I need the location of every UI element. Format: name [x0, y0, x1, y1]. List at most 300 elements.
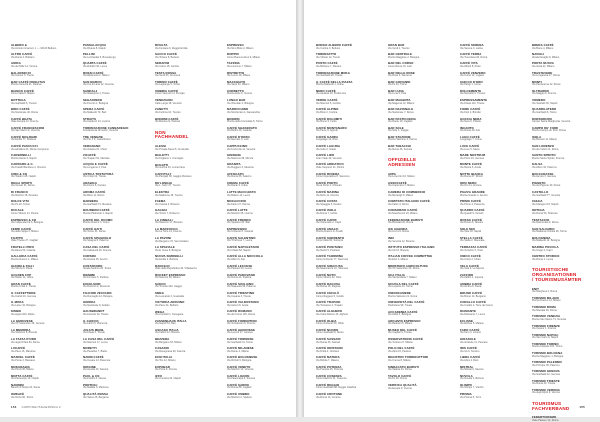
directory-entry — [83, 356, 143, 362]
directory-entry — [83, 99, 143, 105]
entry-address: Via Veneto 31, Roma — [11, 184, 35, 188]
entry-name: COMITATO ITALIANO CAFFÈ — [388, 199, 430, 204]
entry-name: ALBERO & — [11, 43, 27, 47]
entry-address: Via Crispi 22, Trieste — [83, 175, 107, 179]
entry-name: BRERA CAFFÈ — [532, 43, 554, 47]
entry-name: CAFFÈ ROMANO — [227, 309, 252, 314]
entry-address: Via Dante 19, Cagliari — [388, 120, 413, 123]
entry-name: CAFFÈ ORISTANO — [316, 346, 343, 351]
running-head: CUPPING/ITALIENISCH 2 — [21, 405, 61, 409]
entry-name: CAFFÈ GENOVESE — [227, 327, 256, 332]
directory-entry — [532, 182, 592, 188]
entry-address: Via Puccini 1, Bologna — [83, 101, 108, 105]
entry-address: Via Venezia 12, Brescia — [388, 239, 415, 243]
entry-address: Via Spiaggia 3, Pesaro — [316, 202, 342, 206]
entry-address: Via Roma 18, Ragusa — [316, 285, 341, 289]
entry-address: Via Sforza 9, Pavia — [11, 267, 33, 270]
entry-name: CAFFÈ FREDDO — [227, 217, 251, 222]
entry-address: Via dei Mille 14, Verona — [11, 64, 38, 68]
directory-entry — [11, 127, 71, 133]
entry-address: Corso Umberto 50, Olbia — [316, 322, 344, 326]
directory-entry — [316, 154, 376, 160]
entry-address: Via Verdi 33, Cremona — [155, 74, 181, 78]
directory-entry — [83, 200, 143, 206]
entry-address: Via Mascheroni 19, Milano — [388, 211, 418, 215]
entry-address: Via Mercato 3, Lodi — [227, 138, 249, 142]
right-footer — [579, 405, 589, 409]
entry-address: Via Luccoli 17, Genova — [227, 331, 253, 335]
entry-address: Via Unica 3, Chieti — [460, 257, 481, 261]
entry-name: JULIUS MEINL — [83, 327, 105, 332]
entry-address: Via Gorizia 33, Lumezzane — [155, 166, 185, 169]
entry-name: WEGA — [155, 309, 165, 314]
directory-entry — [388, 237, 448, 243]
entry-address: Piazza Santo Spirito, Firenze — [532, 156, 565, 160]
directory-entry — [227, 154, 287, 160]
entry-address: Via Garibaldi 77, Venezia — [532, 193, 561, 197]
entry-address: Via Bruno 14, Bergamo — [460, 294, 486, 298]
entry-address: Via Manin 11, Udine — [11, 276, 34, 280]
section-heading-line: TOURISTISCHE — [532, 267, 569, 273]
entry-address: Via Quadri 9, Vercelli — [460, 211, 484, 215]
directory-entry — [227, 237, 287, 243]
directory-entry — [532, 99, 592, 105]
entry-name: CAFFÈ SPAGNOLO — [83, 235, 112, 240]
section-heading-line: NON — [155, 129, 166, 135]
directory-entry — [316, 274, 376, 280]
entry-name: LUCE CAFFÈ — [460, 144, 480, 149]
entry-name: QUADRO CAFFÈ — [460, 208, 485, 213]
entry-address: Via Roma 45, Ferrara — [388, 147, 412, 151]
entry-address: Via Tornabuoni 5, Firenze — [227, 322, 256, 326]
entry-address: Via Torrearsa 4, Trapani — [316, 303, 343, 307]
directory-entry — [11, 44, 71, 50]
directory-entry — [155, 62, 215, 68]
directory-entry — [11, 255, 71, 261]
entry-name: OLTRARNO — [532, 88, 549, 93]
directory-entry — [83, 44, 143, 50]
entry-name: LATTE MACCHIATO — [227, 190, 256, 194]
entry-name: MARE NOSTRUM — [460, 153, 486, 158]
entry-address: Via Panigali 38, Gaggio Montano — [155, 175, 192, 179]
entry-address: Via Principe 35, Palermo — [532, 363, 560, 367]
entry-name: ASSOCAFFÈ — [388, 180, 407, 185]
directory-entry — [316, 53, 376, 59]
entry-name: UNIONCAMERE — [388, 291, 411, 296]
entry-name: TAZZINA — [227, 61, 240, 66]
entry-name: CAFFÈ TRAPANI — [316, 300, 341, 305]
directory-entry — [460, 127, 520, 133]
entry-name: ESPRESSO — [227, 43, 244, 47]
entry-name: GINSENG — [227, 153, 242, 158]
entry-name: BOCCADASSE — [532, 171, 554, 176]
entry-name: VERDE CAFFÈ — [316, 98, 338, 103]
entry-name: ROSSO CAFFÈ — [460, 217, 482, 222]
directory-entry — [460, 375, 520, 381]
directory-entry — [316, 209, 376, 215]
directory-entry — [83, 173, 143, 179]
entry-address: Via Marmorata 9, Roma — [532, 221, 559, 225]
entry-address: Via Matteotti 70, Bari — [83, 110, 107, 114]
left-column-3 — [155, 44, 215, 395]
entry-name: ESPRESSAMENTE — [460, 98, 488, 103]
entry-address: Via Partenope 10, Napoli — [11, 377, 39, 381]
entry-address: Via Fiume 5, Ferrara — [83, 184, 106, 188]
entry-address: Via Carlo Alberto 15, Alghero — [316, 312, 349, 316]
entry-address: Corso Italia 8, Milano — [11, 92, 35, 96]
directory-entry — [227, 127, 287, 133]
entry-name: MUSEO DEL CAFFÈ — [388, 327, 418, 332]
entry-address: Via Nazionale 7, Roma — [388, 110, 414, 114]
directory-entry — [388, 108, 448, 114]
directory-entry — [532, 389, 592, 395]
entry-address: Via Lungarno 3, Pisa — [83, 165, 107, 169]
entry-name: TORINO CAFFÈ — [155, 79, 178, 84]
entry-address: Calle Larga 18, Venezia — [155, 101, 182, 105]
entry-name: MONTE CAFFÈ — [460, 162, 482, 167]
directory-entry — [83, 118, 143, 124]
directory-entry — [83, 347, 143, 353]
directory-entry — [11, 182, 71, 188]
entry-address: Via E. Duse 8, Bologna — [155, 248, 181, 252]
entry-name: FEDERTURISMO — [532, 415, 557, 420]
entry-address: Via Lepanto 11, Torino — [388, 285, 413, 289]
entry-name: FERRI CAFFÈ — [11, 226, 32, 231]
entry-name: ESPRESSINO — [227, 226, 247, 231]
directory-entry — [460, 173, 520, 179]
entry-address: Via degli Orfani 84, Roma — [11, 340, 40, 344]
entry-address: Via Salaria 44, Roma — [388, 368, 412, 372]
entry-name: TURISMO TRIESTE — [532, 378, 560, 383]
directory-entry — [316, 356, 376, 362]
directory-entry — [155, 255, 215, 261]
entry-name: TURISMO ROMA — [532, 305, 557, 310]
directory-entry — [460, 347, 520, 353]
directory-entry — [316, 292, 376, 298]
entry-address: Via Ripamonti 2, Milano — [83, 74, 110, 78]
directory-entry — [460, 163, 520, 169]
entry-address: Via Cumana 44, Napoli — [155, 377, 181, 381]
directory-entry — [227, 347, 287, 353]
entry-name: DORSODURO — [532, 116, 553, 121]
entry-address: Via Dante 9, Udine — [227, 184, 248, 188]
entry-name: VELA CAFFÈ — [460, 263, 480, 268]
entry-name: EXPOBAR — [155, 364, 170, 369]
directory-entry — [316, 118, 376, 124]
entry-address: Via Serena 3, Latina — [460, 46, 483, 50]
entry-address: Campo Santa Margherita, Venezia — [532, 120, 571, 123]
entry-name: CAFFÈ SARDO — [227, 382, 249, 387]
entry-address: Via Garibaldi 6, Torino — [532, 110, 557, 114]
entry-name: LA SPAZIALE — [155, 245, 175, 250]
directory-entry — [11, 310, 71, 316]
entry-address: Via Como 12, Lugano — [460, 74, 485, 78]
entry-name: FIORE CAFFÈ — [460, 107, 481, 112]
directory-entry — [155, 228, 215, 234]
entry-name: CAFFÈ POSITANO — [316, 245, 343, 250]
directory-entry — [83, 320, 143, 326]
entry-address: Via Bolzano 7, Merano — [316, 64, 342, 68]
entry-name: SCUOLA DEL CAFFÈ — [388, 281, 419, 286]
entry-name: OMKAFÈ — [11, 392, 25, 397]
directory-entry — [11, 292, 71, 298]
directory-entry — [532, 81, 592, 87]
entry-address: Via Cagliari 6, Trieste — [388, 331, 412, 335]
entry-address: Via Fabio 4, Roma — [388, 202, 409, 206]
entry-address: Via Emilia 77, Modena — [11, 138, 36, 142]
entry-name: NUVOLA — [460, 373, 473, 378]
directory-entry — [227, 209, 287, 215]
directory-entry — [155, 209, 215, 215]
entry-address: Via Aurora 3, Genova — [532, 175, 556, 179]
left-column-4 — [227, 43, 287, 399]
entry-name: ZASSENHAUS ITALIA — [155, 318, 187, 323]
entry-name: KIMBO — [11, 309, 22, 314]
entry-address: Corso Ruggero 6, Cefalù — [316, 294, 344, 298]
entry-address: Banchi di Sopra 24, Siena — [11, 386, 40, 390]
entry-address: Via Ambra 8, Pavia — [460, 285, 482, 289]
entry-address: Via Mulini 5, Positano — [316, 248, 340, 252]
entry-name: ARCHIVIO ESPRESSO — [388, 318, 421, 323]
entry-address: Via Girasole 11, Pescara — [460, 340, 488, 344]
entry-address: Via Roma 33, Sassari — [316, 340, 341, 344]
entry-address: Piazza Campo de' Fiori, Roma — [532, 129, 566, 133]
entry-name: CORSINI — [83, 254, 96, 259]
directory-entry — [83, 136, 143, 142]
entry-address: Via degli Alpini 9, Verona — [532, 391, 560, 395]
entry-name: ROCKET ESPRESSO — [155, 272, 186, 277]
entry-address: Via Bergamo 63, Milano — [155, 340, 182, 344]
entry-name: CAFFÈ VITA — [460, 61, 478, 66]
directory-entry — [460, 255, 520, 261]
entry-name: HAUSBRANDT — [83, 309, 105, 314]
directory-entry — [316, 347, 376, 353]
entry-address: Via Camerelle 2, Capri — [316, 221, 342, 225]
directory-entry — [227, 320, 287, 326]
directory-entry — [227, 99, 287, 105]
directory-entry — [532, 228, 592, 234]
entry-address: Via Indipendenza 6, Bologna — [11, 221, 43, 225]
directory-entry — [11, 136, 71, 142]
entry-address: Via Zaffiro 1, Imperia — [460, 276, 484, 280]
directory-entry — [532, 191, 592, 197]
entry-address: Via Maqueda 99, Palermo — [227, 285, 256, 289]
directory-entry — [155, 329, 215, 335]
directory-entry — [155, 90, 215, 96]
directory-entry — [227, 228, 287, 234]
directory-entry — [532, 173, 592, 179]
entry-address: Via Trapani 52, Marsala — [83, 156, 110, 160]
directory-entry — [388, 329, 448, 335]
entry-name: SACCO CAFFÈ — [155, 52, 177, 57]
entry-address: Via Chiaia 52, Napoli — [227, 248, 251, 252]
entry-address: Via Ezio 3, Milano — [388, 257, 408, 261]
directory-entry — [460, 145, 520, 151]
directory-entry — [11, 274, 71, 280]
entry-name: VERGNANO — [83, 144, 101, 149]
entry-address: Via dei Volsci 21, Roma — [532, 147, 559, 151]
entry-address: Piazza Duomo 3, Como — [83, 221, 110, 225]
entry-name: CAFFÈ TERRA — [460, 52, 482, 57]
entry-name: LA CIMBALI — [155, 217, 173, 222]
entry-address: Via Fogliano 1, Coccaglio — [155, 156, 184, 160]
directory-entry — [227, 393, 287, 399]
directory-entry — [388, 338, 448, 344]
entry-address: Via Foscolo 20, Trieste — [83, 312, 109, 316]
directory-entry — [11, 265, 71, 271]
entry-name: CAFFÈ COSENZA — [316, 373, 342, 378]
directory-entry — [316, 338, 376, 344]
entry-name: LA GENOVESE — [11, 318, 33, 323]
entry-name: ECM ITALIA — [155, 355, 173, 360]
entry-name: BEZZERA — [155, 337, 170, 342]
entry-address: Via La Torre 14, Firenze — [155, 230, 182, 234]
directory-entry — [83, 329, 143, 335]
entry-address: Via Casina 4, Binasco — [155, 202, 180, 206]
directory-entry — [11, 90, 71, 96]
entry-address: Via della Spiga 3, Milano — [11, 230, 39, 234]
directory-entry — [11, 366, 71, 372]
entry-name: RISTRETTO — [227, 70, 245, 75]
entry-address: Via Carso 15, Gorizia — [155, 64, 179, 68]
entry-address: Via Spagna 8, Palermo — [83, 239, 109, 243]
entry-name: TESTA ROSSA — [155, 70, 177, 75]
entry-name: TERRAZZA CAFFÈ — [460, 245, 488, 250]
entry-address: Gran Viale 40, Venezia — [316, 156, 342, 160]
entry-name: IL CAFFÈ DELLA PIAZZA — [316, 79, 353, 84]
directory-entry — [11, 118, 71, 124]
entry-address: Via Porta 9, Firenze — [155, 368, 178, 372]
entry-name: NERO CAFFÈ — [316, 88, 336, 93]
entry-name: CAFFÈ PASCUCCI — [11, 144, 38, 149]
entry-name: SEGAFREDO — [83, 98, 103, 103]
directory-entry — [11, 72, 71, 78]
entry-address: Via Oro 11, Ancona — [460, 184, 482, 188]
directory-entry — [11, 283, 71, 289]
entry-name: DOLCE VITA — [11, 199, 30, 204]
entry-name: CARRARO & C. — [11, 162, 34, 167]
directory-entry — [316, 127, 376, 133]
entry-address: Piazza Duomo 14, Milano — [532, 299, 561, 303]
directory-entry — [227, 163, 287, 169]
directory-entry — [460, 265, 520, 271]
entry-address: Corso Mazzini 41, Cosenza — [316, 377, 347, 381]
left-footer — [11, 405, 61, 409]
entry-name: CAFFÈ POTENZA — [316, 364, 342, 369]
entry-name: CAFFÈ OLBIA — [316, 318, 337, 323]
directory-entry — [155, 366, 215, 372]
entry-name: SINDACATO BARISTI — [388, 364, 419, 369]
entry-name: MANUEL CAFFÈ — [11, 355, 35, 360]
directory-entry — [532, 255, 592, 261]
directory-entry — [155, 164, 215, 170]
section-heading-line: / TOURISMUSÄMTER — [532, 276, 582, 282]
entry-name: BAR DELLE ROSE — [388, 70, 415, 75]
entry-address: Via Isola 3, Grado — [316, 147, 336, 151]
directory-entry — [532, 297, 592, 303]
directory-entry — [532, 62, 592, 68]
entry-name: BAR NAZIONALE — [388, 107, 414, 112]
directory-entry — [11, 53, 71, 59]
directory-entry — [388, 145, 448, 151]
entry-address: Via San Carlo 9, Napoli — [532, 336, 558, 340]
directory-entry — [316, 191, 376, 197]
entry-name: OLIMPO — [460, 382, 473, 387]
directory-entry — [83, 375, 143, 381]
directory-entry — [460, 154, 520, 160]
entry-address: Corso Vittorio 14, Parma — [11, 211, 39, 215]
entry-name: ISOLA — [532, 134, 542, 139]
entry-address: Via Alfieri 3, Asti — [227, 257, 245, 261]
directory-entry — [83, 108, 143, 114]
entry-name: CAFFÈ CEFALÙ — [316, 291, 340, 296]
entry-address: Via Col di Lana 12, Venezia — [83, 83, 114, 87]
entry-name: SANTO SPIRITO — [532, 153, 556, 158]
entry-name: EXCELSIOR — [83, 281, 101, 286]
entry-name: TURISMO VENEZIA — [532, 314, 561, 319]
entry-address: Corso Vittorio 32, Noto — [316, 276, 342, 280]
entry-name: ECLISSE — [460, 318, 474, 323]
entry-address: Via Farini 6, Piacenza — [83, 322, 108, 326]
entry-name: CAFFÈ BOLOGNESE — [227, 355, 258, 360]
directory-entry — [11, 384, 71, 390]
entry-address: Via Santa Maria 7, Milano — [388, 276, 417, 280]
entry-address: Via Riviera 8, Napoli — [83, 46, 106, 50]
directory-entry — [11, 200, 71, 206]
entry-name: GRAN CAFFÈ — [11, 281, 31, 286]
entry-address: Via del Corso 120, Roma — [227, 312, 255, 316]
directory-entry — [316, 246, 376, 252]
entry-name: CAFFÈ ZENZERO — [460, 70, 486, 75]
entry-name: LUNGO BAR — [227, 98, 246, 103]
entry-name: STRAITS — [83, 116, 97, 121]
directory-entry — [388, 311, 448, 317]
entry-name: FARO CAFFÈ — [460, 327, 480, 332]
directory-entry — [11, 99, 71, 105]
section-heading — [388, 158, 448, 168]
directory-entry — [227, 283, 287, 289]
entry-name: NUOVA SIMONELLI — [155, 254, 184, 259]
directory-entry — [460, 219, 520, 225]
directory-entry — [388, 53, 448, 59]
entry-name: CAFFÈ TAORMINA — [316, 254, 344, 259]
directory-entry — [316, 255, 376, 261]
entry-address: Via Tiziano 8, Belluno — [155, 55, 179, 59]
entry-name: AIIPA — [388, 171, 396, 176]
directory-entry — [460, 191, 520, 197]
directory-entry — [155, 108, 215, 114]
directory-entry — [388, 375, 448, 381]
entry-name: SMEG — [155, 291, 164, 296]
entry-name: NANNI CAFFÈ — [83, 355, 104, 360]
directory-entry — [11, 301, 71, 307]
directory-entry — [388, 209, 448, 215]
directory-entry — [532, 246, 592, 252]
entry-name: TESTACCIO — [532, 217, 550, 222]
entry-address: Via Toledo 115, Napoli — [11, 175, 36, 179]
directory-entry — [11, 62, 71, 68]
entry-address: Via Gioia 22, Milano — [532, 64, 555, 68]
entry-name: PORTA NUOVA — [532, 61, 554, 66]
entry-address: Via Nizza 60, Torino — [11, 395, 34, 399]
directory-entry — [83, 228, 143, 234]
entry-address: Via Torino 41, Roma — [83, 230, 106, 234]
entry-address: Via Pieve 9, Agordo — [316, 129, 338, 133]
directory-entry — [155, 375, 215, 381]
entry-address: Via Oslavia 15, Chieri — [83, 147, 107, 151]
directory-entry — [83, 154, 143, 160]
entry-address: Via Luce 5, Siena — [460, 147, 480, 151]
